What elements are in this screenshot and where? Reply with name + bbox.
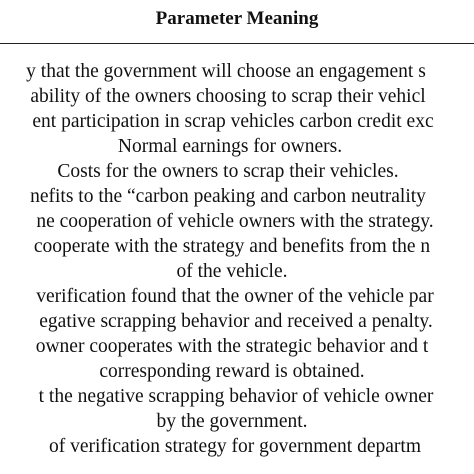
meaning-line-8: cooperate with the strategy and benefits from the n: [33, 236, 431, 257]
meaning-line-9: of the vehicle.: [176, 261, 288, 282]
meaning-line-10: verification found that the owner of the vehicle par: [36, 286, 434, 307]
meaning-line-14: t the negative scrapping behavior of vehicle owner: [38, 386, 434, 407]
table-header-title: Parameter Meaning: [155, 8, 319, 29]
meaning-line-16: of verification strategy for government departm: [49, 436, 421, 457]
meaning-line-4: Normal earnings for owners.: [117, 136, 343, 157]
meaning-line-1: y that the government will choose an engagement s: [26, 61, 426, 82]
meaning-line-7: ne cooperation of vehicle owners with the strategy.: [36, 211, 434, 232]
meaning-line-6: nefits to the “carbon peaking and carbon neutrality: [30, 186, 426, 207]
meaning-line-3: ent participation in scrap vehicles carbon credit exc: [32, 111, 434, 132]
header-divider: [0, 43, 474, 44]
meaning-line-13: corresponding reward is obtained.: [99, 361, 365, 382]
meaning-line-12: owner cooperates with the strategic behavior and t: [35, 336, 429, 357]
meaning-line-15: by the government.: [156, 411, 308, 432]
meaning-line-2: ability of the owners choosing to scrap their vehicl: [30, 86, 426, 107]
meaning-line-5: Costs for the owners to scrap their vehicles.: [57, 161, 399, 182]
meaning-line-11: egative scrapping behavior and received a penalty.: [39, 311, 433, 332]
